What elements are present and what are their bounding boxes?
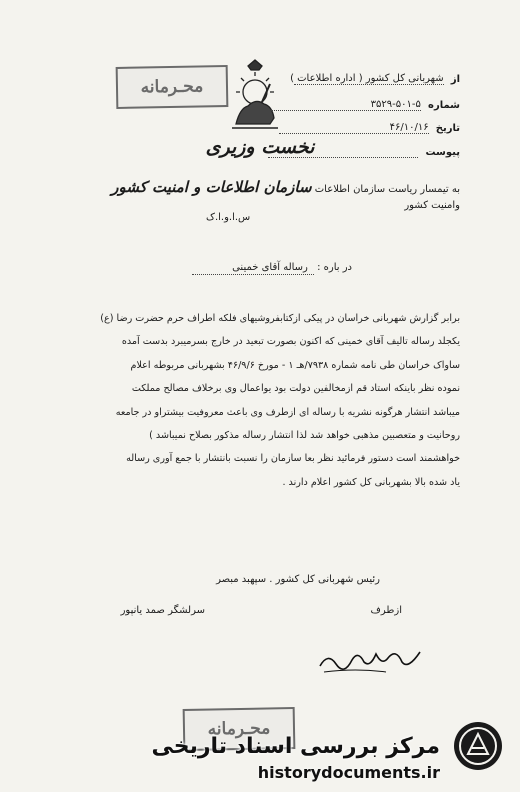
date-value: ۴۶/۱۰/۱۶ [279,122,429,134]
recipient-org: سازمان اطلاعات و امنیت کشور [111,178,312,196]
recipient-line [111,178,460,196]
handwritten-note-icon [316,644,426,676]
from-value: شهربانی کل کشور ( اداره اطلاعات ) [290,73,444,84]
from-label: از [450,74,460,85]
date-line [279,122,460,134]
number-value: ۳۵۲۹-۵۰۱-۵ [271,99,421,111]
confidential-stamp-bottom: محـرمانه [183,707,296,751]
body-line: ساواک خراسان طی نامه شماره ۷۹۳۸/هـ ۱ - مورخ ۴۶/۹/۶ بشهربانی مربوطه اعلام [130,359,460,371]
recipient-code: س.ا.و.ا.ک [206,212,251,223]
body-line: یکجلد رساله تالیف آقای خمینی که اکنون بصورت تبعید در خارج بسرمیبرد بدست آمده [121,336,460,348]
recipient-prefix: به تیمسار ریاست سازمان اطلاعات [314,184,460,195]
body-line: یاد شده بالا بشهربانی کل کشور اعلام دارند . [282,476,460,488]
letter-body [60,307,460,494]
ministry-title: نخست وزیری [205,136,315,158]
annex-value [268,157,418,158]
signatory-title: رئیس شهربانی کل کشور . سپهبد مبصر [216,574,380,585]
archive-url[interactable]: historydocuments.ir [257,763,440,782]
confidential-stamp: محـرمانه [116,65,229,109]
body-line: برابر گزارش شهربانی خراسان در پیکی ازکتابفروشیهای فلکه اطراف حرم حضرت رضا (ع) [100,313,460,324]
from-line [290,73,460,85]
subject-line [192,262,352,273]
recipient-continuation: وامنیت کشور [404,200,460,211]
body-line: روحانیت و متعصبین مذهبی خواهد شد لذا انتشار رساله مذکور بصلاح نمیباشد ) [149,430,460,442]
date-label: تاریخ [435,123,460,134]
body-line: میباشد انتشار هرگونه نشریه با رساله ای ازطرف وی باعث معروفیت بیشتراو در جامعه [115,406,460,418]
lion-and-sun-emblem-icon [226,58,284,136]
archive-brand-name: مرکز بررسی اسناد تاریخی [151,734,440,759]
on-behalf-label: ازطرف [370,605,402,616]
number-label: شماره [428,100,460,111]
body-line: خواهشمند است دستور فرمائید نظر بعا سازمان را نسبت بانتشار با جمع آوری رساله [126,453,460,465]
on-behalf-name: سرلشگر صمد یانپور [120,605,205,616]
number-line [271,99,460,111]
annex-line [268,147,460,158]
subject-label: در باره : [317,262,352,273]
subject-value: رساله آقای خمینی [192,262,314,275]
annex-label: پیوست [425,147,460,158]
body-line: نموده نظر باینکه استاد قم ازمخالفین دولت بود یواعمال وی برخلاف مصالح مملکت [131,383,460,395]
archive-logo-icon [452,720,504,772]
